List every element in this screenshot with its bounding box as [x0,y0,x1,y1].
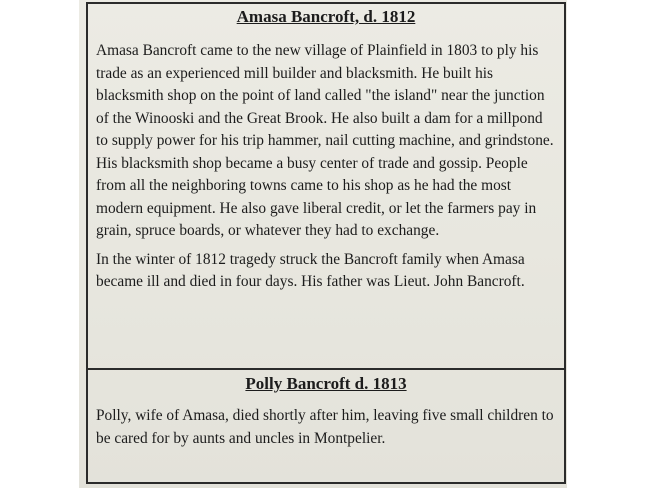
amasa-bancroft-title: Amasa Bancroft, d. 1812 [236,7,416,26]
amasa-bancroft-paragraph-2: In the winter of 1812 tragedy struck the Bancroft family when Amasa became ill and died in four days. His father was Lieut. John Bancroft. [96,250,525,290]
polly-bancroft-paragraph: Polly, wife of Amasa, died shortly after him, leaving five small children to be cared for by aunts and uncles in Montpelier. [96,407,554,447]
polly-bancroft-title: Polly Bancroft d. 1813 [245,374,407,393]
amasa-bancroft-panel [86,2,566,370]
amasa-bancroft-paragraph-1: Amasa Bancroft came to the new village of Plainfield in 1803 to ply his trade as an experienced mill builder and blacksmith. He built his blacksmith shop on the point of land called "the island" near the junction of the Winooski and the Great Brook. He also built a dam for a millpond to supply power for his trip hammer, nail cutting machine, and grindstone. His blacksmith shop became a busy center of trade and gossip. People from all the neighboring towns came to his shop as he had the most modern equipment. He also gave liberal credit, or let the farmers pay in grain, spruce boards, or whatever they had to exchange. [96,42,554,239]
polly-bancroft-panel [86,368,566,484]
